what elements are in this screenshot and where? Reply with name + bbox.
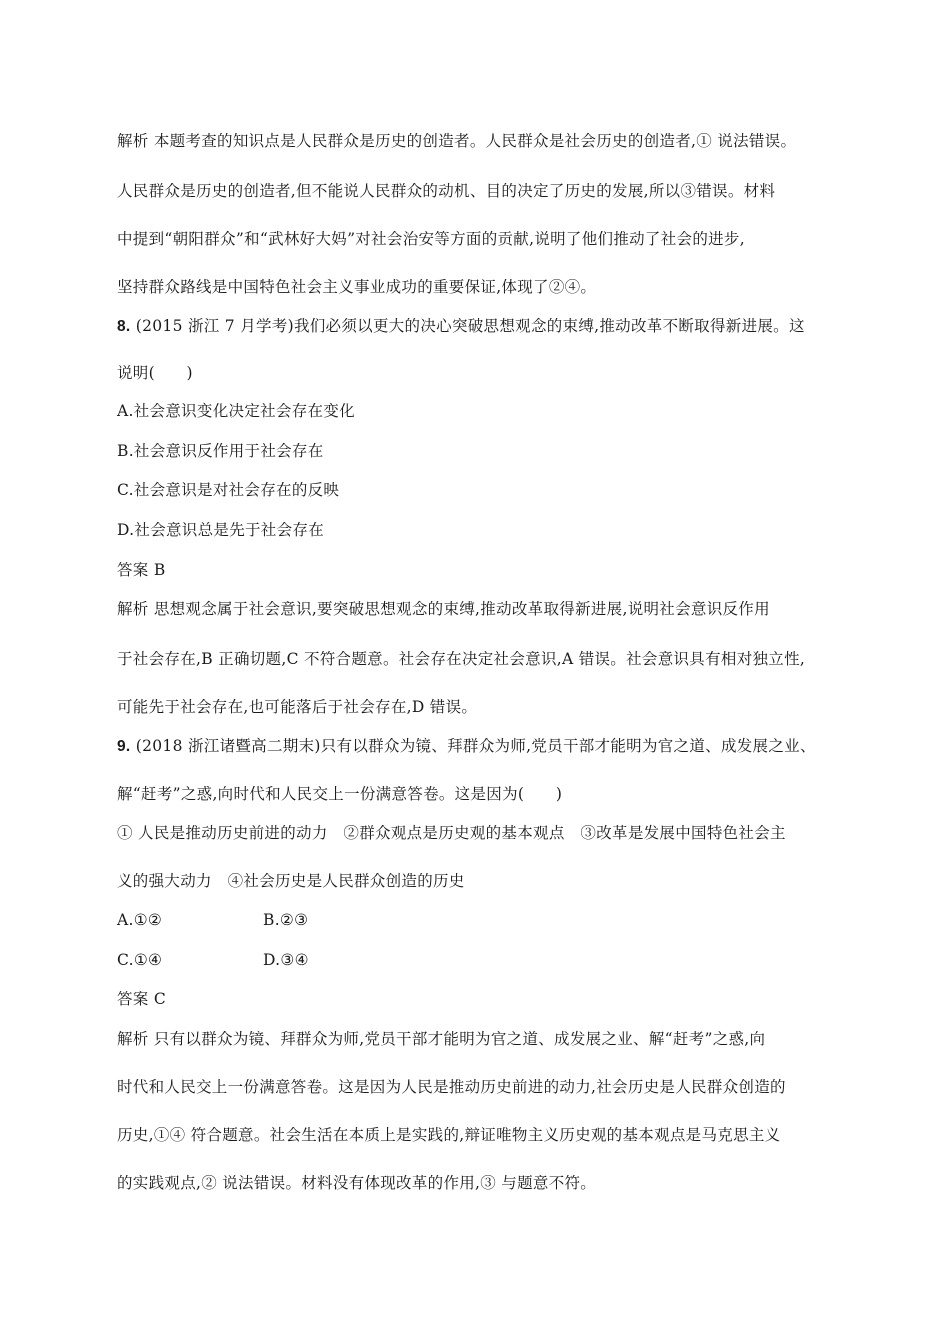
- question-9-stem: [117, 736, 816, 757]
- question-8-option: B.社会意识反作用于社会存在: [117, 442, 324, 460]
- question-8-option: A.社会意识变化决定社会存在变化: [117, 402, 355, 420]
- analysis-7-line: 坚持群众路线是中国特色社会主义事业成功的重要保证,体现了②④。: [117, 278, 597, 296]
- question-9-items-line: ① 人民是推动历史前进的动力 ②群众观点是历史观的基本观点 ③改革是发展中国特色社会主: [117, 824, 786, 842]
- question-9-option: A.①②: [117, 911, 163, 929]
- question-9-option: C.①④: [117, 951, 163, 969]
- question-8-option: D.社会意识总是先于社会存在: [117, 521, 325, 539]
- question-8-stem: [117, 316, 805, 337]
- question-9-option: D.③④: [263, 951, 309, 969]
- question-8-analysis-line: 于社会存在,B 正确切题,C 不符合题意。社会存在决定社会意识,A 错误。社会意识具有相对独立性,: [117, 650, 806, 668]
- analysis-7-line: 中提到“朝阳群众”和“武林好大妈”对社会治安等方面的贡献,说明了他们推动了社会的进步,: [117, 230, 745, 248]
- question-9-answer: 答案 C: [117, 990, 166, 1008]
- analysis-7-line: 解析 本题考查的知识点是人民群众是历史的创造者。人民群众是社会历史的创造者,① 说法错误。: [117, 132, 797, 150]
- question-9-stem-line: 解“赶考”之惑,向时代和人民交上一份满意答卷。这是因为( ): [117, 785, 563, 803]
- question-9-analysis-line: 时代和人民交上一份满意答卷。这是因为人民是推动历史前进的动力,社会历史是人民群众创造的: [117, 1078, 786, 1096]
- question-9-analysis-line: 历史,①④ 符合题意。社会生活在本质上是实践的,辩证唯物主义历史观的基本观点是马克思主义: [117, 1126, 781, 1144]
- question-8-stem-line: 说明( ): [117, 364, 193, 382]
- question-9-stem-text: (2018 浙江诸暨高二期末)只有以群众为镜、拜群众为师,党员干部才能明为官之道、成发展之业、: [130, 737, 816, 755]
- question-8-answer: 答案 B: [117, 561, 166, 579]
- question-8-stem-text: (2015 浙江 7 月学考)我们必须以更大的决心突破思想观念的束缚,推动改革不断取得新进展。这: [130, 317, 805, 335]
- question-8-number: 8.: [117, 318, 131, 335]
- question-9-analysis-line: 解析 只有以群众为镜、拜群众为师,党员干部才能明为官之道、成发展之业、解“赶考”之惑,向: [117, 1030, 766, 1048]
- question-9-option: B.②③: [263, 911, 309, 929]
- question-8-option: C.社会意识是对社会存在的反映: [117, 481, 340, 499]
- question-8-analysis-line: 解析 思想观念属于社会意识,要突破思想观念的束缚,推动改革取得新进展,说明社会意识反作用: [117, 600, 770, 618]
- question-9-items-line: 义的强大动力 ④社会历史是人民群众创造的历史: [117, 872, 465, 890]
- question-9-analysis-line: 的实践观点,② 说法错误。材料没有体现改革的作用,③ 与题意不符。: [117, 1174, 597, 1192]
- analysis-7-line: 人民群众是历史的创造者,但不能说人民群众的动机、目的决定了历史的发展,所以③错误。材料: [117, 182, 776, 200]
- question-8-analysis-line: 可能先于社会存在,也可能落后于社会存在,D 错误。: [117, 698, 478, 716]
- question-9-number: 9.: [117, 738, 131, 755]
